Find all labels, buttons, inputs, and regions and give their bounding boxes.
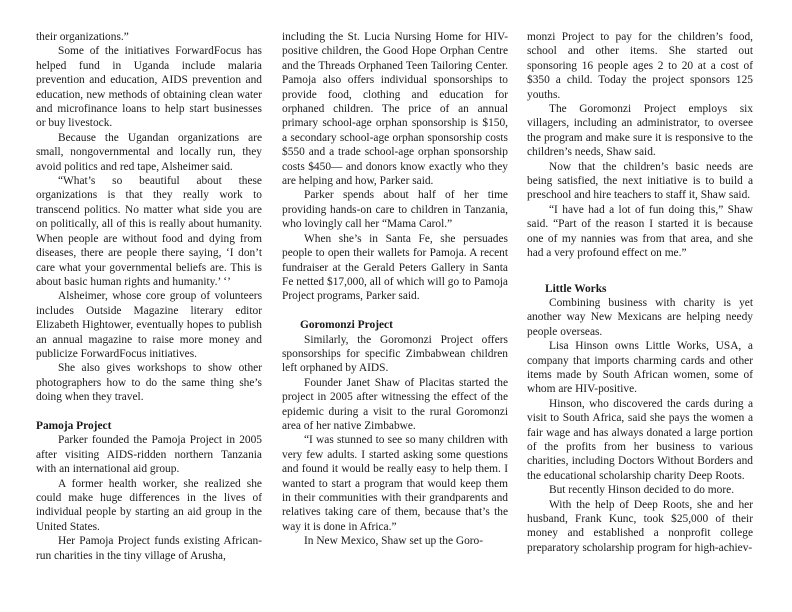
paragraph: Alsheimer, whose core group of volunteers includes Outside Magazine literary editor Elizabeth Hightower, eventually hopes to publish an annual magazine to raise more money and publicize ForwardFocus initiatives. <box>36 290 262 360</box>
paragraph: including the St. Lucia Nursing Home for HIV-positive children, the Good Hope Orphan Centre and the Threads Orphaned Teen Tailoring Center. Pamoja also offers individual sponsorships to provide food, clothing and education for orphaned children. The price of an annual primary school-age orphan sponsorship is $150, a secondary school-age orphan sponsorship costs $550 and a trade school-age orphan sponsorship costs $450— and donors know exactly who they are helping and how, Parker said. <box>282 31 508 188</box>
paragraph: She also gives workshops to show other photographers how to do the same thing she’s doing when they travel. <box>36 362 262 404</box>
paragraph: Hinson, who discovered the cards during a visit to South Africa, said she pays the women a fair wage and has always donated a large portion of the profits from her business to various charities, including Doctors Without Borders and the educational scholarship charity Deep Roots. <box>527 397 753 482</box>
paragraph: Her Pamoja Project funds existing African-run charities in the tiny village of Arusha, <box>36 535 262 562</box>
paragraph: Founder Janet Shaw of Placitas started the project in 2005 after witnessing the effect of the epidemic during a visit to the rural Goromonzi area of her native Zimbabwe. <box>282 376 508 432</box>
paragraph: The Goromonzi Project employs six villagers, including an administrator, to oversee the program and make sure it is responsive to the children’s needs, Shaw said. <box>527 103 753 159</box>
paragraph: Now that the children’s basic needs are being satisfied, the next initiative is to build a preschool and hire teachers to staff it, Shaw said. <box>527 160 753 202</box>
paragraph: Lisa Hinson owns Little Works, USA, a company that imports charming cards and other items made by South African women, some of whom are HIV-positive. <box>527 340 753 396</box>
paragraph: “What’s so beautiful about these organizations is that they really work to transcend politics. No matter what side you are on politically, all of this is really about humanity. When people are without food and dying from diseases, there are people there saying, ‘I don’t care what your governmental beliefs are. This is about basic human rights and humanity.’ ‘’ <box>36 175 262 288</box>
text-column-2 <box>282 30 508 549</box>
text-column-1 <box>36 30 262 563</box>
paragraph: “I was stunned to see so many children with very few adults. I started asking some questions and found it would be really easy to help them. I wanted to start a program that would keep them in their communities with their grandparents and relatives taking care of them, because that’s the way it is done in Africa.” <box>282 434 508 533</box>
paragraph: But recently Hinson decided to do more. <box>549 484 735 497</box>
text-column-3 <box>527 30 753 555</box>
paragraph: monzi Project to pay for the children’s food, school and other items. She started out sponsoring 16 people ages 2 to 20 at a cost of $350 a child. Today the project sponsors 125 youths. <box>527 31 753 101</box>
paragraph: Similarly, the Goromonzi Project offers sponsorships for specific Zimbabwean children left orphaned by AIDS. <box>282 333 508 375</box>
paragraph: When she’s in Santa Fe, she persuades people to open their wallets for Pamoja. A recent fundraiser at the Gerald Peters Gallery in Santa Fe netted $17,000, all of which will go to Pamoja Project programs, Parker said. <box>282 232 508 303</box>
section-heading: Pamoja Project <box>36 419 112 432</box>
paragraph: Some of the initiatives ForwardFocus has helped fund in Uganda include malaria prevention and education, AIDS prevention and education, new methods of obtaining clean water and microfinance loans to help start businesses or buy livestock. <box>36 45 262 130</box>
paragraph: Combining business with charity is yet another way New Mexicans are helping needy people overseas. <box>527 296 753 338</box>
paragraph: Parker spends about half of her time providing hands-on care to children in Tanzania, who lovingly call her “Mama Carol.” <box>282 189 508 231</box>
paragraph: Parker founded the Pamoja Project in 2005 after visiting AIDS-ridden northern Tanzania with an international aid group. <box>36 434 262 476</box>
paragraph: their organizations.” <box>36 31 129 43</box>
section-heading: Little Works <box>545 282 607 295</box>
paragraph: Because the Ugandan organizations are small, nongovernmental and locally run, they avoid politics and red tape, Alsheimer said. <box>36 131 262 173</box>
paragraph: “I have had a lot of fun doing this,” Shaw said. “Part of the reason I started it is because one of my nannies was from that area, and she had a very profound effect on me.” <box>527 203 753 260</box>
paragraph: With the help of Deep Roots, she and her husband, Frank Kunc, took $25,000 of their money and established a nonprofit college preparatory scholarship program for high-achiev- <box>527 498 753 554</box>
section-heading: Goromonzi Project <box>300 319 393 332</box>
paragraph: A former health worker, she realized she could make huge differences in the lives of individual people by starting an aid group in the United States. <box>36 477 262 533</box>
paragraph: In New Mexico, Shaw set up the Goro- <box>304 535 484 548</box>
